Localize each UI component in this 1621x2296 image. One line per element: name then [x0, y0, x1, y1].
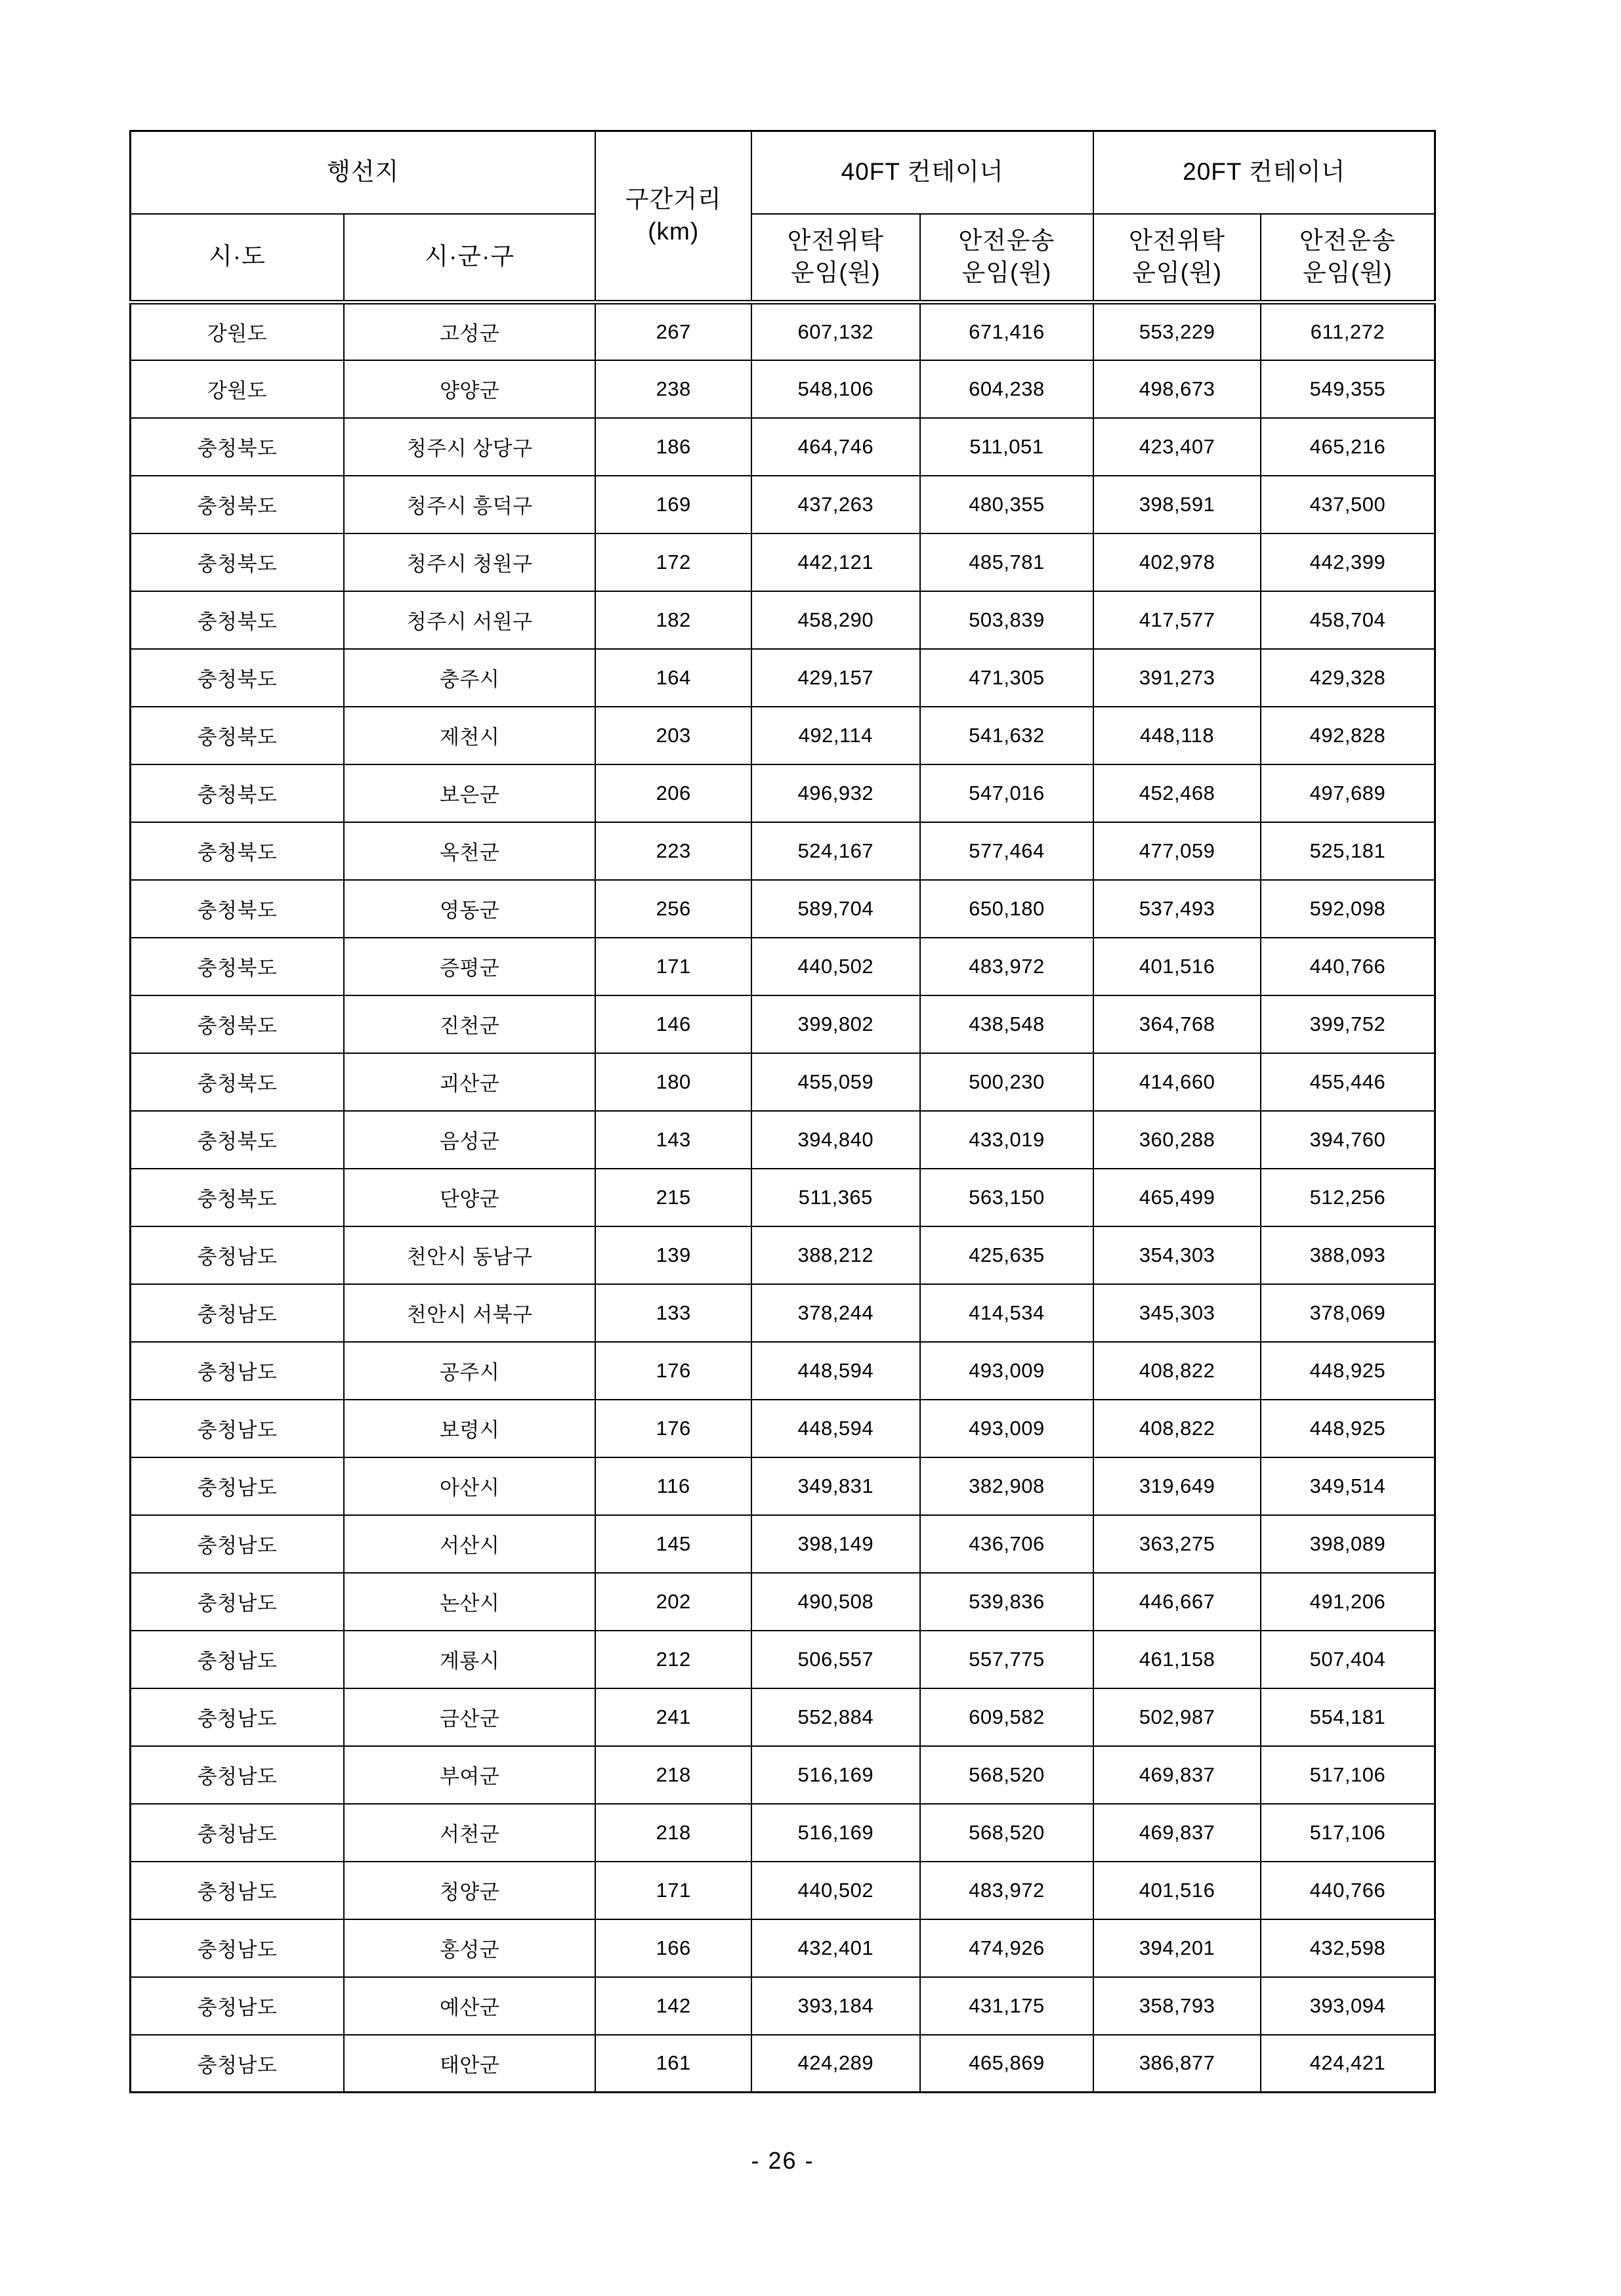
cell-40ft-consign-fare: 492,114 [751, 707, 920, 764]
header-sido: 시·도 [131, 214, 344, 303]
cell-40ft-transport-fare: 493,009 [920, 1400, 1094, 1457]
cell-20ft-consign-fare: 345,303 [1093, 1284, 1261, 1342]
cell-40ft-transport-fare: 431,175 [920, 1977, 1094, 2035]
header-destination: 행선지 [131, 131, 596, 214]
cell-40ft-transport-fare: 465,869 [920, 2035, 1094, 2093]
cell-40ft-transport-fare: 425,635 [920, 1226, 1094, 1284]
cell-sigungu: 충주시 [344, 649, 595, 707]
cell-20ft-consign-fare: 446,667 [1093, 1573, 1261, 1631]
cell-20ft-transport-fare: 448,925 [1261, 1342, 1435, 1400]
cell-sigungu: 청주시 서원구 [344, 591, 595, 649]
header-40ft-consign-fare [751, 214, 920, 303]
cell-20ft-transport-fare: 465,216 [1261, 418, 1435, 476]
cell-distance-km: 143 [595, 1111, 751, 1169]
cell-sigungu: 청주시 상당구 [344, 418, 595, 476]
cell-20ft-consign-fare: 537,493 [1093, 880, 1261, 938]
cell-sigungu: 태안군 [344, 2035, 595, 2093]
cell-20ft-consign-fare: 364,768 [1093, 995, 1261, 1053]
cell-20ft-transport-fare: 517,106 [1261, 1804, 1435, 1862]
cell-20ft-consign-fare: 469,837 [1093, 1804, 1261, 1862]
cell-sigungu: 아산시 [344, 1457, 595, 1515]
cell-distance-km: 142 [595, 1977, 751, 2035]
page-number: - 26 - [751, 2147, 814, 2174]
header-20ft-container: 20FT 컨테이너 [1093, 131, 1435, 214]
cell-sigungu: 청양군 [344, 1862, 595, 1919]
cell-distance-km: 218 [595, 1804, 751, 1862]
cell-40ft-transport-fare: 563,150 [920, 1169, 1094, 1226]
table-row [131, 1169, 1435, 1226]
table-row [131, 1515, 1435, 1573]
cell-40ft-consign-fare: 458,290 [751, 591, 920, 649]
cell-sido: 충청북도 [131, 1169, 344, 1226]
cell-distance-km: 182 [595, 591, 751, 649]
table-row [131, 707, 1435, 764]
cell-20ft-consign-fare: 502,987 [1093, 1688, 1261, 1746]
cell-20ft-consign-fare: 477,059 [1093, 822, 1261, 880]
cell-40ft-consign-fare: 440,502 [751, 938, 920, 995]
header-distance-line1: 구간거리 [625, 186, 722, 213]
cell-20ft-consign-fare: 408,822 [1093, 1342, 1261, 1400]
cell-distance-km: 169 [595, 476, 751, 533]
cell-20ft-consign-fare: 461,158 [1093, 1631, 1261, 1688]
cell-sigungu: 증평군 [344, 938, 595, 995]
table-row [131, 1457, 1435, 1515]
cell-sido: 충청북도 [131, 1053, 344, 1111]
cell-40ft-consign-fare: 398,149 [751, 1515, 920, 1573]
table-row [131, 1804, 1435, 1862]
cell-20ft-consign-fare: 319,649 [1093, 1457, 1261, 1515]
cell-sigungu: 보은군 [344, 764, 595, 822]
cell-40ft-transport-fare: 474,926 [920, 1919, 1094, 1977]
cell-20ft-transport-fare: 432,598 [1261, 1919, 1435, 1977]
cell-40ft-transport-fare: 604,238 [920, 360, 1094, 418]
header-sigungu: 시·군·구 [344, 214, 595, 303]
cell-distance-km: 166 [595, 1919, 751, 1977]
cell-20ft-consign-fare: 448,118 [1093, 707, 1261, 764]
cell-40ft-transport-fare: 609,582 [920, 1688, 1094, 1746]
cell-20ft-transport-fare: 554,181 [1261, 1688, 1435, 1746]
table-row [131, 591, 1435, 649]
cell-40ft-transport-fare: 493,009 [920, 1342, 1094, 1400]
cell-40ft-transport-fare: 557,775 [920, 1631, 1094, 1688]
header-transport-line1: 안전운송 [958, 226, 1055, 254]
cell-sigungu: 음성군 [344, 1111, 595, 1169]
cell-40ft-consign-fare: 496,932 [751, 764, 920, 822]
cell-distance-km: 176 [595, 1342, 751, 1400]
cell-40ft-consign-fare: 437,263 [751, 476, 920, 533]
cell-20ft-consign-fare: 465,499 [1093, 1169, 1261, 1226]
cell-40ft-consign-fare: 607,132 [751, 303, 920, 360]
cell-sido: 충청남도 [131, 1515, 344, 1573]
cell-sido: 충청남도 [131, 1862, 344, 1919]
table-row [131, 2035, 1435, 2093]
cell-40ft-consign-fare: 589,704 [751, 880, 920, 938]
cell-40ft-consign-fare: 432,401 [751, 1919, 920, 1977]
table-row [131, 1111, 1435, 1169]
table-row [131, 360, 1435, 418]
cell-sido: 충청남도 [131, 1977, 344, 2035]
cell-40ft-transport-fare: 438,548 [920, 995, 1094, 1053]
cell-sigungu: 괴산군 [344, 1053, 595, 1111]
cell-20ft-transport-fare: 507,404 [1261, 1631, 1435, 1688]
table-row [131, 1862, 1435, 1919]
header-distance-line2: (km) [648, 218, 700, 245]
cell-40ft-transport-fare: 483,972 [920, 938, 1094, 995]
cell-sido: 충청남도 [131, 1688, 344, 1746]
cell-20ft-transport-fare: 458,704 [1261, 591, 1435, 649]
cell-distance-km: 256 [595, 880, 751, 938]
cell-sigungu: 공주시 [344, 1342, 595, 1400]
cell-sigungu: 서산시 [344, 1515, 595, 1573]
cell-20ft-consign-fare: 391,273 [1093, 649, 1261, 707]
cell-20ft-transport-fare: 512,256 [1261, 1169, 1435, 1226]
cell-sido: 충청북도 [131, 822, 344, 880]
cell-40ft-consign-fare: 429,157 [751, 649, 920, 707]
cell-sido: 충청남도 [131, 1919, 344, 1977]
cell-40ft-consign-fare: 393,184 [751, 1977, 920, 2035]
cell-distance-km: 145 [595, 1515, 751, 1573]
cell-distance-km: 139 [595, 1226, 751, 1284]
cell-sido: 충청남도 [131, 2035, 344, 2093]
cell-sigungu: 고성군 [344, 303, 595, 360]
header-consign-line2: 운임(원) [1132, 259, 1222, 286]
header-transport-line2: 운임(원) [961, 259, 1052, 286]
table-row [131, 476, 1435, 533]
cell-sido: 충청북도 [131, 533, 344, 591]
cell-sido: 충청북도 [131, 707, 344, 764]
cell-sido: 충청북도 [131, 938, 344, 995]
cell-20ft-transport-fare: 440,766 [1261, 1862, 1435, 1919]
cell-sigungu: 청주시 청원구 [344, 533, 595, 591]
table-row [131, 880, 1435, 938]
cell-sido: 강원도 [131, 360, 344, 418]
cell-20ft-transport-fare: 497,689 [1261, 764, 1435, 822]
cell-distance-km: 186 [595, 418, 751, 476]
cell-40ft-consign-fare: 448,594 [751, 1400, 920, 1457]
cell-distance-km: 133 [595, 1284, 751, 1342]
cell-sigungu: 진천군 [344, 995, 595, 1053]
cell-sigungu: 청주시 흥덕구 [344, 476, 595, 533]
table-row [131, 1400, 1435, 1457]
cell-40ft-consign-fare: 424,289 [751, 2035, 920, 2093]
cell-40ft-transport-fare: 539,836 [920, 1573, 1094, 1631]
cell-20ft-consign-fare: 417,577 [1093, 591, 1261, 649]
cell-20ft-consign-fare: 360,288 [1093, 1111, 1261, 1169]
cell-distance-km: 202 [595, 1573, 751, 1631]
cell-distance-km: 172 [595, 533, 751, 591]
cell-20ft-transport-fare: 393,094 [1261, 1977, 1435, 2035]
cell-40ft-consign-fare: 511,365 [751, 1169, 920, 1226]
cell-sido: 충청북도 [131, 1111, 344, 1169]
cell-40ft-transport-fare: 577,464 [920, 822, 1094, 880]
cell-sigungu: 보령시 [344, 1400, 595, 1457]
cell-20ft-consign-fare: 423,407 [1093, 418, 1261, 476]
cell-sido: 충청남도 [131, 1804, 344, 1862]
cell-20ft-transport-fare: 378,069 [1261, 1284, 1435, 1342]
cell-distance-km: 206 [595, 764, 751, 822]
cell-40ft-consign-fare: 516,169 [751, 1746, 920, 1804]
cell-20ft-transport-fare: 440,766 [1261, 938, 1435, 995]
cell-40ft-transport-fare: 485,781 [920, 533, 1094, 591]
table-row [131, 418, 1435, 476]
cell-20ft-transport-fare: 491,206 [1261, 1573, 1435, 1631]
cell-distance-km: 164 [595, 649, 751, 707]
table-row [131, 1688, 1435, 1746]
cell-40ft-transport-fare: 382,908 [920, 1457, 1094, 1515]
freight-rate-table [129, 130, 1436, 2093]
cell-sido: 충청남도 [131, 1342, 344, 1400]
table-row [131, 1919, 1435, 1977]
cell-distance-km: 212 [595, 1631, 751, 1688]
cell-40ft-consign-fare: 464,746 [751, 418, 920, 476]
cell-sido: 충청남도 [131, 1631, 344, 1688]
cell-sido: 충청남도 [131, 1226, 344, 1284]
cell-20ft-consign-fare: 553,229 [1093, 303, 1261, 360]
cell-20ft-consign-fare: 398,591 [1093, 476, 1261, 533]
table-row [131, 1284, 1435, 1342]
cell-sido: 충청북도 [131, 591, 344, 649]
table-row [131, 1746, 1435, 1804]
cell-40ft-transport-fare: 471,305 [920, 649, 1094, 707]
cell-distance-km: 241 [595, 1688, 751, 1746]
cell-40ft-transport-fare: 650,180 [920, 880, 1094, 938]
header-20ft-consign-fare [1093, 214, 1261, 303]
cell-distance-km: 146 [595, 995, 751, 1053]
cell-40ft-consign-fare: 378,244 [751, 1284, 920, 1342]
cell-20ft-transport-fare: 429,328 [1261, 649, 1435, 707]
table-row [131, 1977, 1435, 2035]
cell-sigungu: 논산시 [344, 1573, 595, 1631]
cell-distance-km: 161 [595, 2035, 751, 2093]
cell-40ft-transport-fare: 503,839 [920, 591, 1094, 649]
cell-40ft-transport-fare: 433,019 [920, 1111, 1094, 1169]
cell-20ft-transport-fare: 525,181 [1261, 822, 1435, 880]
header-consign-line1: 안전위탁 [787, 226, 884, 254]
cell-20ft-transport-fare: 394,760 [1261, 1111, 1435, 1169]
cell-20ft-consign-fare: 354,303 [1093, 1226, 1261, 1284]
cell-40ft-consign-fare: 552,884 [751, 1688, 920, 1746]
cell-20ft-transport-fare: 517,106 [1261, 1746, 1435, 1804]
cell-sido: 충청남도 [131, 1400, 344, 1457]
cell-sido: 충청남도 [131, 1746, 344, 1804]
cell-sigungu: 영동군 [344, 880, 595, 938]
cell-40ft-transport-fare: 568,520 [920, 1746, 1094, 1804]
cell-distance-km: 180 [595, 1053, 751, 1111]
table-row [131, 764, 1435, 822]
cell-sigungu: 제천시 [344, 707, 595, 764]
cell-20ft-transport-fare: 592,098 [1261, 880, 1435, 938]
cell-distance-km: 171 [595, 1862, 751, 1919]
cell-20ft-transport-fare: 399,752 [1261, 995, 1435, 1053]
cell-40ft-consign-fare: 388,212 [751, 1226, 920, 1284]
cell-distance-km: 267 [595, 303, 751, 360]
cell-sido: 강원도 [131, 303, 344, 360]
cell-20ft-transport-fare: 398,089 [1261, 1515, 1435, 1573]
cell-40ft-transport-fare: 500,230 [920, 1053, 1094, 1111]
cell-40ft-consign-fare: 524,167 [751, 822, 920, 880]
freight-rate-table-container [129, 130, 1436, 2093]
cell-20ft-transport-fare: 388,093 [1261, 1226, 1435, 1284]
cell-distance-km: 218 [595, 1746, 751, 1804]
cell-20ft-transport-fare: 424,421 [1261, 2035, 1435, 2093]
cell-20ft-transport-fare: 442,399 [1261, 533, 1435, 591]
cell-20ft-consign-fare: 469,837 [1093, 1746, 1261, 1804]
cell-40ft-consign-fare: 394,840 [751, 1111, 920, 1169]
cell-40ft-transport-fare: 480,355 [920, 476, 1094, 533]
cell-sido: 충청북도 [131, 764, 344, 822]
cell-sigungu: 양양군 [344, 360, 595, 418]
cell-20ft-consign-fare: 358,793 [1093, 1977, 1261, 2035]
cell-sigungu: 천안시 서북구 [344, 1284, 595, 1342]
cell-20ft-transport-fare: 455,446 [1261, 1053, 1435, 1111]
cell-distance-km: 215 [595, 1169, 751, 1226]
cell-20ft-transport-fare: 437,500 [1261, 476, 1435, 533]
table-row [131, 938, 1435, 995]
cell-20ft-transport-fare: 349,514 [1261, 1457, 1435, 1515]
cell-sigungu: 예산군 [344, 1977, 595, 2035]
cell-20ft-consign-fare: 452,468 [1093, 764, 1261, 822]
cell-40ft-transport-fare: 436,706 [920, 1515, 1094, 1573]
table-row [131, 533, 1435, 591]
cell-sido: 충청남도 [131, 1573, 344, 1631]
cell-distance-km: 238 [595, 360, 751, 418]
table-row [131, 1226, 1435, 1284]
header-transport-line2: 운임(원) [1302, 259, 1393, 286]
cell-40ft-consign-fare: 349,831 [751, 1457, 920, 1515]
cell-sigungu: 천안시 동남구 [344, 1226, 595, 1284]
cell-40ft-consign-fare: 455,059 [751, 1053, 920, 1111]
cell-20ft-consign-fare: 394,201 [1093, 1919, 1261, 1977]
header-20ft-transport-fare [1261, 214, 1435, 303]
table-row [131, 1053, 1435, 1111]
cell-40ft-consign-fare: 548,106 [751, 360, 920, 418]
table-row [131, 303, 1435, 360]
cell-sido: 충청북도 [131, 476, 344, 533]
table-row [131, 822, 1435, 880]
cell-20ft-consign-fare: 402,978 [1093, 533, 1261, 591]
cell-distance-km: 116 [595, 1457, 751, 1515]
cell-40ft-consign-fare: 490,508 [751, 1573, 920, 1631]
cell-sido: 충청북도 [131, 995, 344, 1053]
cell-sigungu: 서천군 [344, 1804, 595, 1862]
cell-20ft-transport-fare: 611,272 [1261, 303, 1435, 360]
cell-40ft-transport-fare: 568,520 [920, 1804, 1094, 1862]
cell-40ft-transport-fare: 547,016 [920, 764, 1094, 822]
cell-40ft-transport-fare: 671,416 [920, 303, 1094, 360]
cell-sigungu: 홍성군 [344, 1919, 595, 1977]
header-40ft-transport-fare [920, 214, 1094, 303]
cell-40ft-consign-fare: 506,557 [751, 1631, 920, 1688]
cell-sido: 충청북도 [131, 880, 344, 938]
cell-sigungu: 단양군 [344, 1169, 595, 1226]
cell-20ft-consign-fare: 498,673 [1093, 360, 1261, 418]
header-transport-line1: 안전운송 [1299, 226, 1396, 254]
header-consign-line2: 운임(원) [790, 259, 881, 286]
cell-20ft-consign-fare: 408,822 [1093, 1400, 1261, 1457]
cell-distance-km: 223 [595, 822, 751, 880]
cell-40ft-consign-fare: 516,169 [751, 1804, 920, 1862]
cell-40ft-transport-fare: 541,632 [920, 707, 1094, 764]
cell-sido: 충청남도 [131, 1457, 344, 1515]
cell-40ft-transport-fare: 483,972 [920, 1862, 1094, 1919]
cell-20ft-consign-fare: 414,660 [1093, 1053, 1261, 1111]
cell-distance-km: 176 [595, 1400, 751, 1457]
cell-40ft-consign-fare: 440,502 [751, 1862, 920, 1919]
table-row [131, 995, 1435, 1053]
cell-40ft-consign-fare: 399,802 [751, 995, 920, 1053]
cell-40ft-consign-fare: 442,121 [751, 533, 920, 591]
table-body [131, 303, 1435, 2093]
header-consign-line1: 안전위탁 [1129, 226, 1226, 254]
cell-20ft-consign-fare: 386,877 [1093, 2035, 1261, 2093]
header-40ft-container: 40FT 컨테이너 [751, 131, 1093, 214]
cell-20ft-consign-fare: 401,516 [1093, 1862, 1261, 1919]
cell-sido: 충청남도 [131, 1284, 344, 1342]
header-distance [595, 131, 751, 303]
cell-40ft-transport-fare: 511,051 [920, 418, 1094, 476]
cell-sigungu: 계룡시 [344, 1631, 595, 1688]
cell-20ft-transport-fare: 448,925 [1261, 1400, 1435, 1457]
cell-sido: 충청북도 [131, 649, 344, 707]
cell-40ft-transport-fare: 414,534 [920, 1284, 1094, 1342]
table-row [131, 1573, 1435, 1631]
cell-sigungu: 금산군 [344, 1688, 595, 1746]
table-row [131, 649, 1435, 707]
cell-sigungu: 부여군 [344, 1746, 595, 1804]
table-row [131, 1342, 1435, 1400]
cell-sido: 충청북도 [131, 418, 344, 476]
cell-20ft-transport-fare: 492,828 [1261, 707, 1435, 764]
cell-20ft-transport-fare: 549,355 [1261, 360, 1435, 418]
cell-40ft-consign-fare: 448,594 [751, 1342, 920, 1400]
cell-20ft-consign-fare: 401,516 [1093, 938, 1261, 995]
cell-distance-km: 171 [595, 938, 751, 995]
table-row [131, 1631, 1435, 1688]
cell-sigungu: 옥천군 [344, 822, 595, 880]
cell-distance-km: 203 [595, 707, 751, 764]
cell-20ft-consign-fare: 363,275 [1093, 1515, 1261, 1573]
